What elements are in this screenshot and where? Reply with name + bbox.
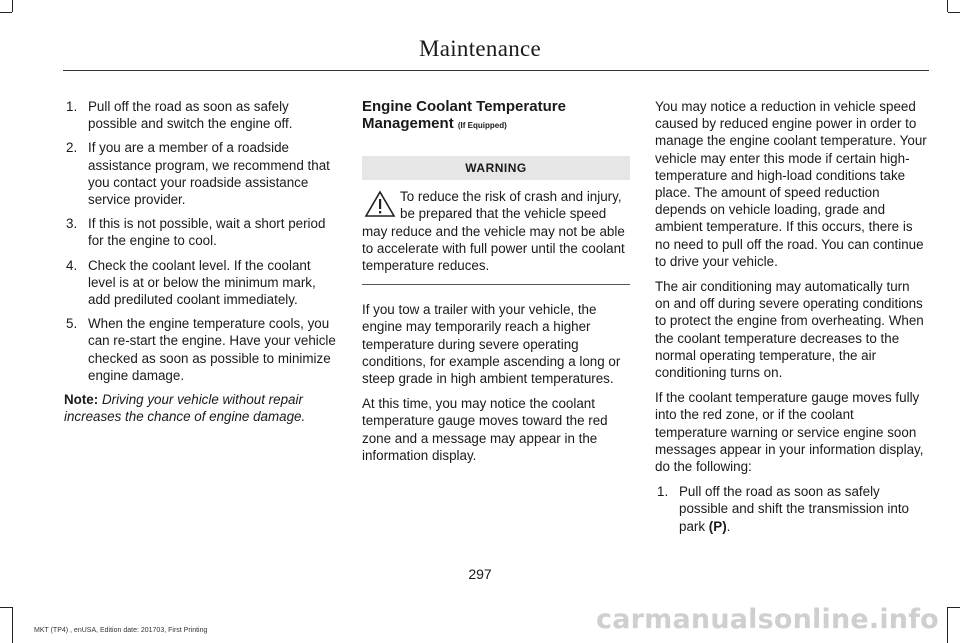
paragraph: You may notice a reduction in vehicle speed caused by reduced engine power in order to manage the engine coolant temperature. Your vehicle may enter this mode if certain high-temperature and high-load conditions take place. The amount of speed reduction depends on vehicle loading, grade and ambient temperature. If this occurs, there is no need to pull off the road. You can continue to drive your vehicle. <box>655 99 927 269</box>
list-item: 5. When the engine temperature cools, you can re-start the engine. Have your vehicle checked as soon as possible to minimize engine damage. <box>66 316 336 383</box>
note-text: Driving your vehicle without repair increases the chance of engine damage. <box>64 392 306 425</box>
list-item: 2. If you are a member of a roadside assistance program, we recommend that you contact your roadside assistance service provider. <box>66 140 330 208</box>
column-left <box>64 98 336 433</box>
warning-text: To reduce the risk of crash and injury, be prepared that the vehicle speed may reduce and the vehicle may not be able to accelerate with full power until the coolant temperature reduces. <box>362 189 625 274</box>
list-item: 1. Pull off the road as soon as safely possible and shift the transmission into park (P). <box>657 484 909 534</box>
column-right <box>655 98 927 542</box>
page-title: Maintenance <box>418 36 542 61</box>
note-label: Note: <box>64 392 99 408</box>
page-number: 297 <box>468 566 492 582</box>
watermark-logo: carmanualsonline.info <box>596 604 939 635</box>
paragraph: If you tow a trailer with your vehicle, the engine may temporarily reach a higher temperature during severe operating conditions, for example ascending a long or steep grade in high ambient temperatures. <box>362 302 621 387</box>
list-item: 3. If this is not possible, wait a short period for the engine to cool. <box>66 216 326 249</box>
paragraph: The air conditioning may automatically turn on and off during severe operating conditions to protect the engine from overheating. When the coolant temperature decreases to the normal operating temperature, the air conditioning turns on. <box>655 279 924 381</box>
crop-mark-bottom-right-h <box>948 607 960 608</box>
crop-mark-top-left-v <box>12 0 13 12</box>
column-middle <box>362 98 630 472</box>
list-item: 1. Pull off the road as soon as safely possible and switch the engine off. <box>66 99 293 132</box>
crop-mark-bottom-left-v <box>12 607 13 643</box>
section-heading-qualifier: (If Equipped) <box>457 121 507 130</box>
warning-banner: WARNING <box>362 156 630 180</box>
paragraph: If the coolant temperature gauge moves fully into the red zone, or if the coolant temperature warning or service engine soon messages appear in your information display, do the following: <box>655 390 924 475</box>
header-divider <box>63 70 929 71</box>
crop-mark-top-right-h <box>948 12 960 13</box>
crop-mark-top-right-v <box>947 0 948 12</box>
edition-footer: MKT (TP4) , enUSA, Edition date: 201703, First Printing <box>34 627 208 634</box>
list-item: 4. Check the coolant level. If the coolant level is at or below the minimum mark, add prediluted coolant immediately. <box>66 257 316 308</box>
warning-triangle-icon <box>364 190 396 218</box>
note <box>64 391 336 425</box>
park-indicator: (P) <box>708 518 727 534</box>
crop-mark-top-left-h <box>0 12 12 13</box>
procedure-list-2 <box>655 483 927 535</box>
warning-box <box>362 188 630 285</box>
crop-mark-bottom-right-v <box>947 607 948 643</box>
procedure-list <box>64 98 336 384</box>
crop-mark-bottom-left-h <box>0 607 12 608</box>
section-heading: Engine Coolant Temperature Management (If Equipped) <box>362 98 566 132</box>
paragraph: At this time, you may notice the coolant temperature gauge moves toward the red zone and a message may appear in the information display. <box>362 396 608 463</box>
